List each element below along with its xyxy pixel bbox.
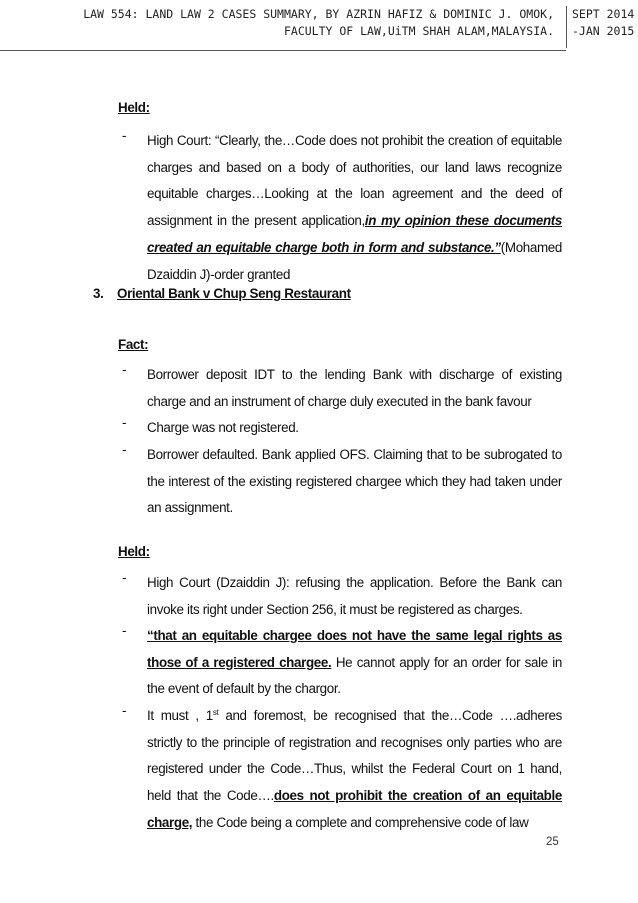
held-2-item-3-emphasis: does not prohibit the creation of an equitable charge, <box>147 788 562 830</box>
header-date-end: -JAN 2015 <box>572 24 635 38</box>
header-divider <box>566 6 567 48</box>
held-2-item-2-text <box>147 623 562 703</box>
fact-label: Fact: <box>118 337 149 352</box>
held-1-text <box>147 128 562 288</box>
held-2-item-3-part-3: the Code being a complete and comprehensive code of law <box>192 814 529 830</box>
held-1-part-1: High Court: “Clearly, the…Code does not prohibit the creation of equitable charges and based on a body of authorities, our land laws recognize equitable charges…Looking at the loan agreement and the deed of assignment in the present application, <box>147 133 562 229</box>
bullet-dash: - <box>122 570 127 585</box>
fact-item <box>122 362 562 415</box>
held-label-2: Held: <box>118 544 150 559</box>
bullet-dash: - <box>122 623 127 638</box>
header-rule <box>0 50 566 51</box>
held-2-item-2-rest: He cannot apply for an order for sale in the event of default by the chargor. <box>147 654 562 697</box>
held-2-item <box>122 703 562 837</box>
held-1-item <box>122 128 562 288</box>
held-1-part-2: (Mohamed Dzaiddin J)-order granted <box>147 239 562 282</box>
page-header <box>0 6 638 50</box>
case-heading <box>93 286 351 301</box>
bullet-dash: - <box>122 442 127 457</box>
header-line-1: LAW 554: LAND LAW 2 CASES SUMMARY, BY AZRIN HAFIZ & DOMINIC J. OMOK, <box>83 7 554 21</box>
held-2-item-3-text <box>147 703 562 837</box>
header-date <box>572 6 638 40</box>
held-label-1: Held: <box>118 100 150 115</box>
bullet-dash: - <box>122 362 127 377</box>
fact-item <box>122 415 562 442</box>
held-2-item-3-part-2: and foremost, be recognised that the…Code ….adheres strictly to the principle of registration and recognises only parties who are registered under the Code…Thus, whilst the Federal Court on 1 hand, held that the Code…. <box>147 708 562 804</box>
case-title: Oriental Bank v Chup Seng Restaurant <box>117 286 351 301</box>
fact-item-text: Borrower deposit IDT to the lending Bank with discharge of existing charge and an instrument of charge duly executed in the bank favour <box>147 367 562 409</box>
case-number: 3. <box>93 286 104 301</box>
page-number: 25 <box>546 836 559 848</box>
held-2-item <box>122 623 562 703</box>
bullet-dash: - <box>122 415 127 430</box>
header-title <box>34 6 562 40</box>
header-line-2: FACULTY OF LAW,UiTM SHAH ALAM,MALAYSIA. <box>283 24 554 38</box>
fact-item <box>122 442 562 522</box>
held-2-item <box>122 570 562 623</box>
bullet-dash: - <box>122 128 127 143</box>
held-1-emphasis: in my opinion these documents created an equitable charge both in form and substance.” <box>147 213 562 255</box>
held-2-item-1-text: High Court (Dzaiddin J): refusing the application. Before the Bank can invoke its right under Section 256, it must be registered as charges. <box>147 575 562 617</box>
fact-item-text: Borrower defaulted. Bank applied OFS. Claiming that to be subrogated to the interest of the existing registered chargee which they had taken under an assignment. <box>147 447 562 516</box>
fact-item-text: Charge was not registered. <box>147 420 299 435</box>
held-2-item-3-part-1: It must , 1 <box>147 708 213 723</box>
header-date-start: SEPT 2014 <box>572 7 635 21</box>
ordinal-suffix: st <box>212 708 219 717</box>
held-2-item-2-emphasis: “that an equitable chargee does not have the same legal rights as those of a registered chargee. <box>147 628 562 670</box>
bullet-dash: - <box>122 703 127 718</box>
